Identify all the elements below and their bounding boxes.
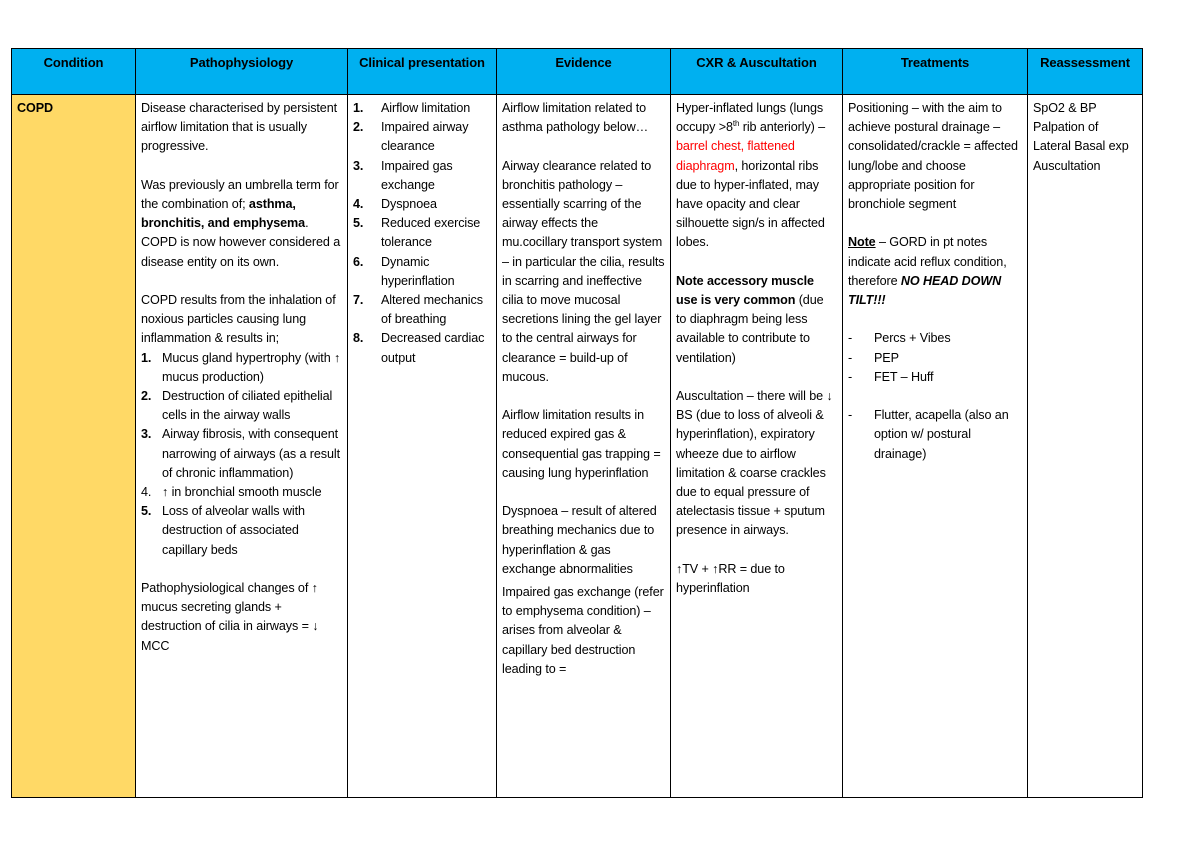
- header-treatments: Treatments: [843, 49, 1028, 95]
- cxr-auscultation-cell: [671, 95, 843, 798]
- list-number: 3.: [141, 427, 152, 442]
- note-warning: NO HEAD DOWN TILT!!!: [848, 273, 1002, 308]
- treatment-text: Flutter, acapella (also an option w/ postural drainage): [874, 408, 1009, 461]
- patho-list-item: [141, 349, 342, 387]
- treatment-text: Percs + Vibes: [874, 331, 951, 346]
- condition-table: [11, 48, 1143, 798]
- clinical-list: [353, 99, 491, 368]
- cxr-text: Hyper-inflated lungs (lungs occupy >8: [676, 101, 824, 135]
- header-evidence: Evidence: [497, 49, 671, 95]
- patho-list-item: [141, 425, 342, 483]
- list-number: 2.: [353, 120, 364, 135]
- list-text: Airflow limitation: [381, 101, 471, 115]
- list-number: 5.: [353, 216, 364, 231]
- patho-summary: Pathophysiological changes of ↑ mucus secreting glands + destruction of cilia in airways = ↓ MCC: [141, 581, 319, 653]
- treatment-text: FET – Huff: [874, 369, 934, 384]
- list-text: Dyspnoea: [381, 197, 437, 212]
- evidence-dyspnoea: Dyspnoea – result of altered breathing mechanics due to hyperinflation & gas exchange abnormalities: [502, 504, 657, 576]
- clinical-list-item: [353, 291, 491, 329]
- note-label: Note: [848, 235, 876, 250]
- clinical-list-item: [353, 329, 491, 367]
- treatment-list-2: [848, 406, 1022, 464]
- header-clinical-presentation: Clinical presentation: [348, 49, 497, 95]
- treatment-list-item: - PEP: [848, 350, 899, 365]
- header-pathophysiology: Pathophysiology: [136, 49, 348, 95]
- patho-history-tail: . COPD is now however considered a disease entity on its own.: [141, 216, 341, 269]
- list-text: Decreased cardiac output: [381, 331, 485, 365]
- header-cxr-auscultation: CXR & Auscultation: [671, 49, 843, 95]
- condition-cell: [12, 95, 136, 798]
- treatment-list-item: - Percs + Vibes: [848, 331, 951, 346]
- evidence-airway-clearance: Airway clearance related to bronchitis pathology – essentially scarring of the airway effects the mu.cocillary transport system – in particular the cilia, results in scarring and ineffective cilia to move mucosal secretions lining the gel layer to the central airways for clearance = build-up of mucous.: [502, 158, 665, 384]
- cxr-findings: [676, 99, 837, 253]
- patho-cause: COPD results from the inhalation of noxious particles causing lung inflammation & results in;: [141, 293, 336, 346]
- evidence-cell: [497, 95, 671, 798]
- cxr-superscript: th: [732, 119, 740, 129]
- cxr-accessory-note: [676, 272, 837, 368]
- list-text: Loss of alveolar walls with destruction of associated capillary beds: [162, 504, 305, 557]
- clinical-list-item: [353, 99, 491, 118]
- header-reassessment: Reassessment: [1028, 49, 1143, 95]
- patho-list-item: [141, 502, 342, 560]
- note-text: – GORD in pt notes indicate acid reflux condition, therefore: [848, 235, 1007, 288]
- list-text: Impaired gas exchange: [381, 158, 453, 192]
- evidence-gas-exchange: Impaired gas exchange (refer to emphysema condition) – arises from alveolar & capillary bed destruction leading to =: [502, 585, 664, 676]
- patho-history: [141, 176, 342, 272]
- treatment-list: [848, 329, 1022, 387]
- list-text: Airway fibrosis, with consequent narrowing of airways (as a result of chronic inflammation): [162, 427, 340, 480]
- reassessment-item: Palpation of Lateral Basal exp: [1033, 120, 1129, 154]
- treatments-cell: [843, 95, 1028, 798]
- list-number: 2.: [141, 389, 152, 404]
- list-text: Impaired airway clearance: [381, 120, 469, 154]
- copd-row: [12, 95, 1143, 798]
- cxr-note-bold: Note accessory muscle use is very common: [676, 273, 814, 308]
- reassessment-item: SpO2 & BP: [1033, 101, 1097, 115]
- list-number: 1.: [141, 350, 152, 365]
- clinical-presentation-cell: [348, 95, 497, 798]
- treatment-list-item: - FET – Huff: [848, 369, 934, 384]
- evidence-airflow: Airflow limitation related to asthma pathology below…: [502, 101, 649, 135]
- reassessment-item: Auscultation: [1033, 158, 1101, 173]
- header-row: [12, 49, 1143, 95]
- patho-definition: Disease characterised by persistent airflow limitation that is usually progressive.: [141, 101, 337, 154]
- list-number: 5.: [141, 504, 152, 519]
- clinical-list-item: [353, 214, 491, 252]
- patho-list-item: [141, 483, 342, 502]
- list-text: Mucus gland hypertrophy (with ↑ mucus production): [162, 350, 341, 384]
- list-text: ↑ in bronchial smooth muscle: [162, 485, 322, 500]
- clinical-list-item: [353, 253, 491, 291]
- clinical-list-item: [353, 157, 491, 195]
- cxr-note-text: (due to diaphragm being less available to contribute to ventilation): [676, 293, 824, 365]
- cxr-text-3: , horizontal ribs due to hyper-inflated, may have opacity and clear silhouette sign/s in affected lobes.: [676, 158, 825, 250]
- list-number: 8.: [353, 331, 364, 346]
- list-number: 4.: [141, 485, 152, 500]
- patho-history-text: Was previously an umbrella term for the combination of;: [141, 177, 339, 211]
- list-number: 1.: [353, 101, 364, 115]
- treatment-note: [848, 233, 1022, 310]
- cxr-highlight: barrel chest, flattened diaphragm: [676, 139, 795, 173]
- patho-list: [141, 349, 342, 560]
- reassessment-cell: [1028, 95, 1143, 798]
- treatment-positioning: Positioning – with the aim to achieve postural drainage – consolidated/crackle = affected lung/lobe and choose appropriate position for bronchiole segment: [848, 101, 1018, 212]
- cxr-text-2: rib anteriorly) –: [739, 120, 826, 135]
- list-number: 6.: [353, 254, 364, 269]
- list-text: Altered mechanics of breathing: [381, 293, 483, 327]
- list-text: Dynamic hyperinflation: [381, 254, 455, 288]
- tv-rr-note: ↑TV + ↑RR = due to hyperinflation: [676, 561, 785, 596]
- patho-list-item: [141, 387, 342, 425]
- list-number: 7.: [353, 293, 364, 308]
- evidence-hyperinflation: Airflow limitation results in reduced expired gas & consequential gas trapping = causing lung hyperinflation: [502, 408, 661, 480]
- clinical-list-item: [353, 195, 491, 214]
- auscultation-findings: Auscultation – there will be ↓ BS (due to loss of alveoli & hyperinflation), expiratory wheeze due to airflow limitation & coarse crackles due to equal pressure of atelectasis tissue + sputum presence in airways.: [676, 389, 833, 538]
- condition-name: COPD: [17, 101, 53, 115]
- clinical-list-item: [353, 118, 491, 156]
- list-number: 4.: [353, 197, 364, 212]
- list-text: Reduced exercise tolerance: [381, 216, 481, 250]
- list-number: 3.: [353, 158, 364, 173]
- header-condition: Condition: [12, 49, 136, 95]
- treatment-list-item: - Flutter, acapella (also an option w/ postural drainage): [848, 408, 1009, 461]
- patho-history-bold: asthma, bronchitis, and emphysema: [141, 197, 306, 231]
- treatment-text: PEP: [874, 350, 899, 365]
- list-text: Destruction of ciliated epithelial cells in the airway walls: [162, 389, 333, 423]
- pathophysiology-cell: [136, 95, 348, 798]
